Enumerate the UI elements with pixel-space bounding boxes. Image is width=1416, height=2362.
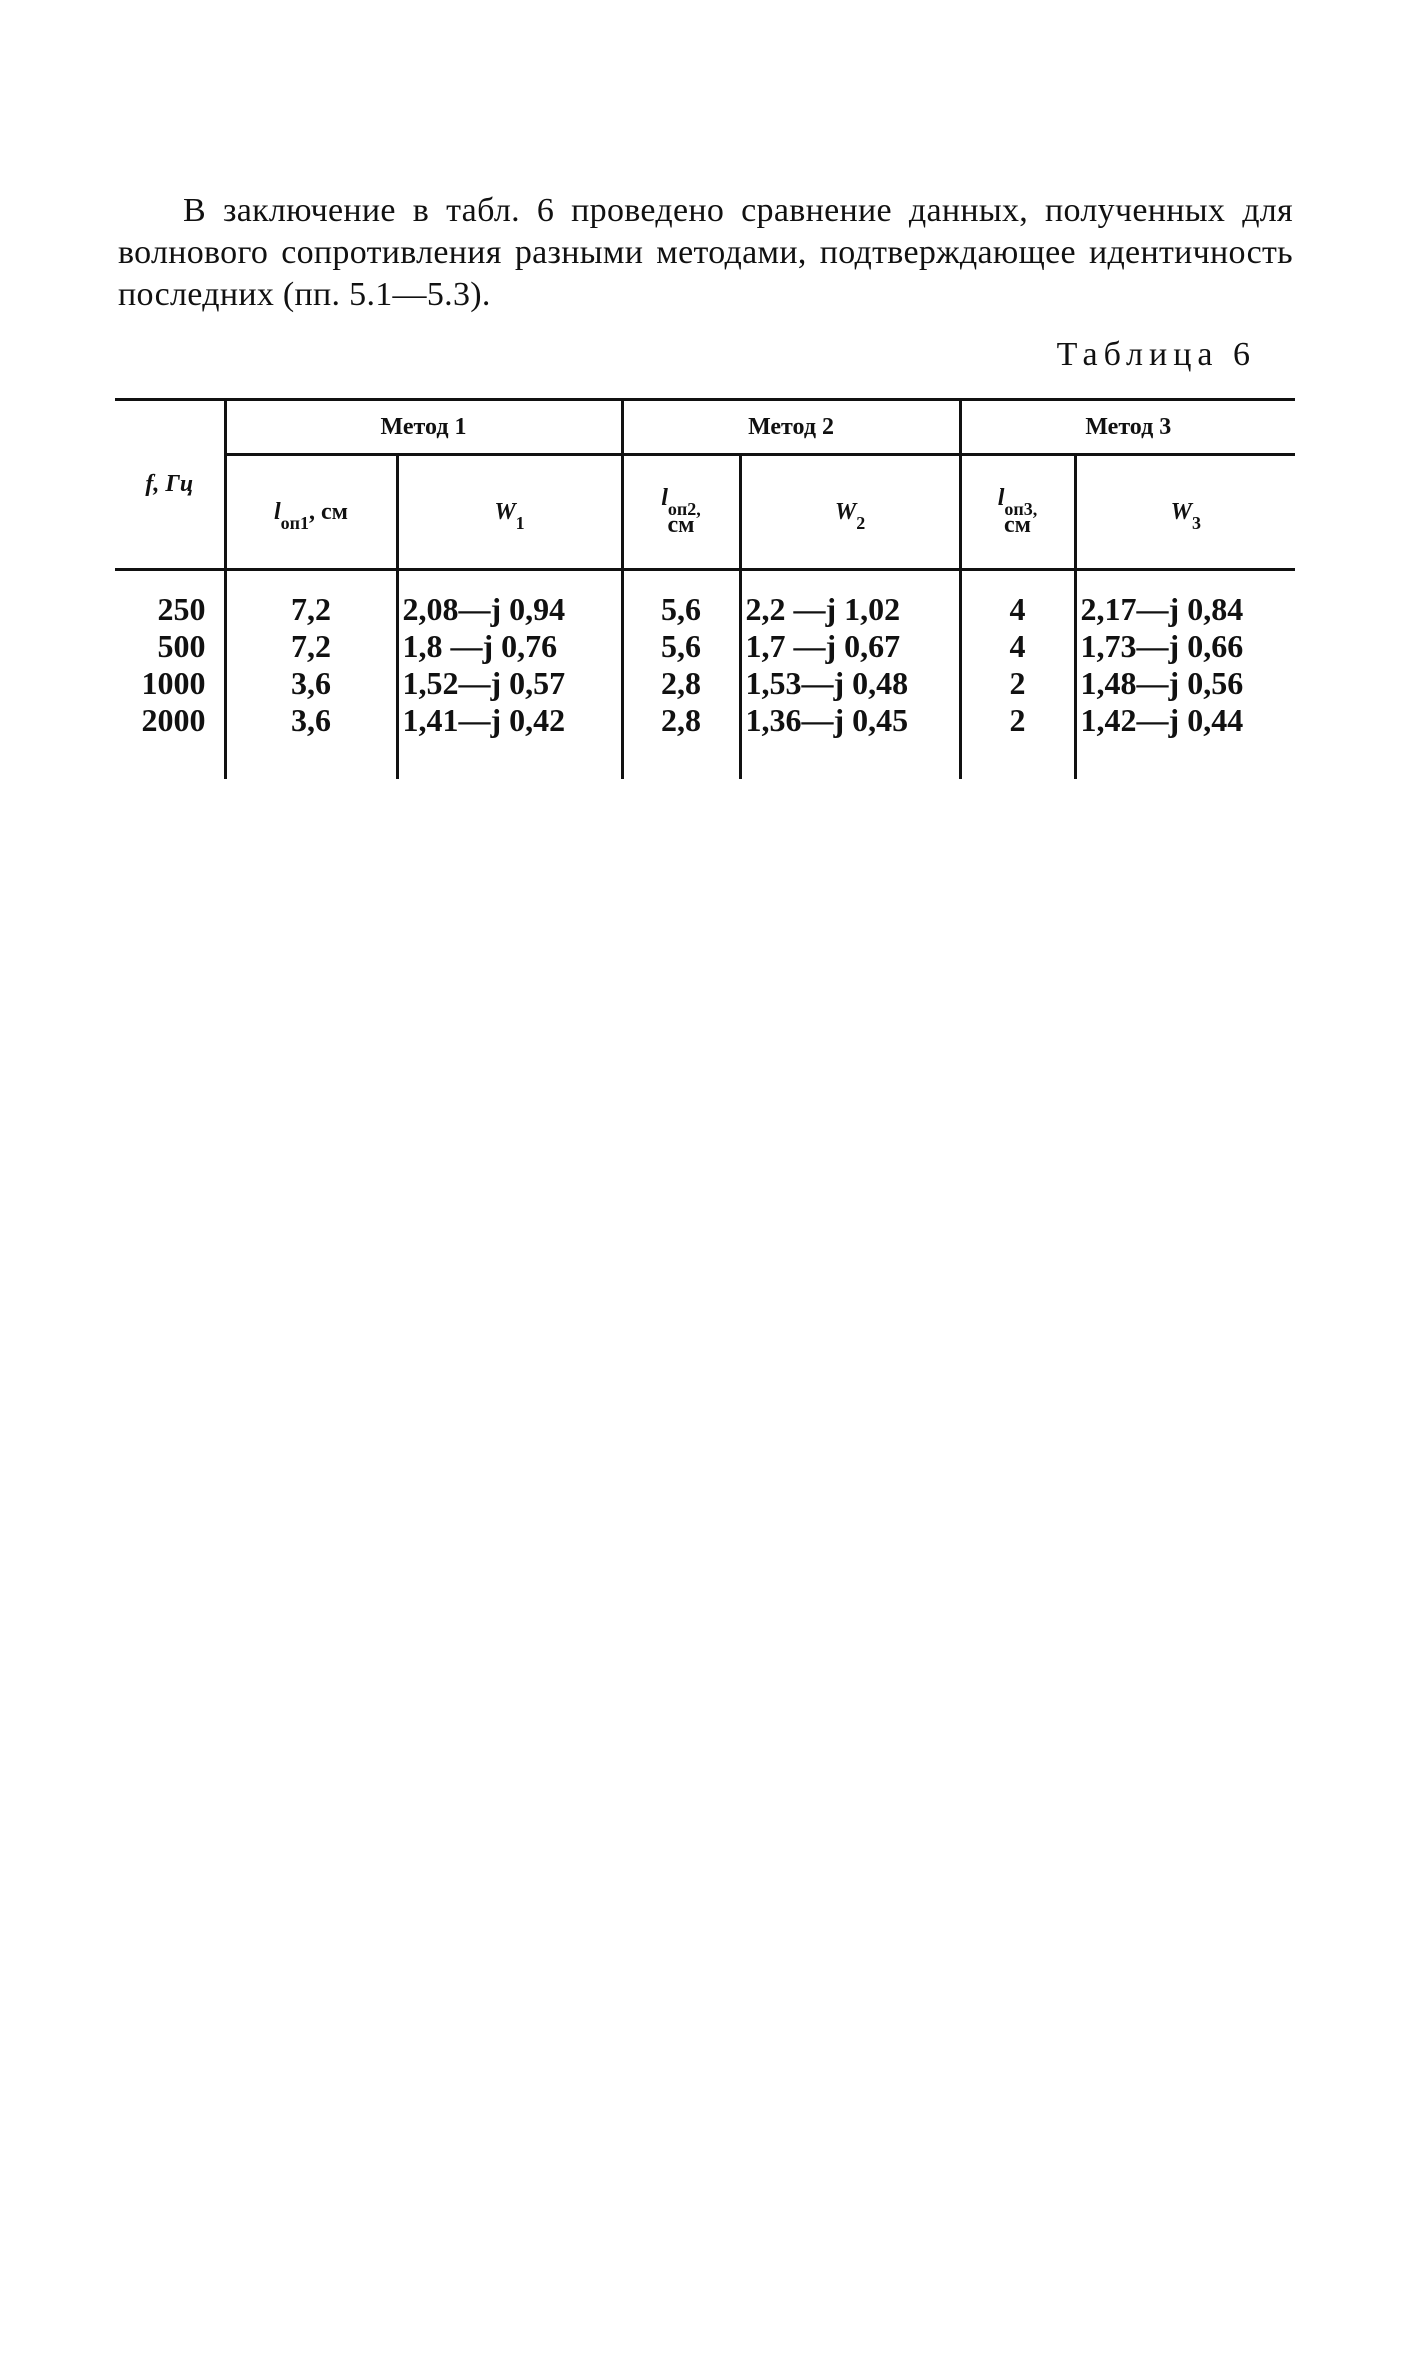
freq-cell: 250 (157, 591, 206, 627)
table-row (115, 702, 1295, 779)
table-row (115, 628, 1295, 665)
method-2-header: Метод 2 (622, 400, 960, 455)
w1-cell: 1,52—j 0,57 (397, 665, 622, 702)
intro-paragraph (118, 190, 1293, 316)
w3-cell: 1,73—j 0,66 (1075, 628, 1295, 665)
freq-cell: 2000 (141, 702, 206, 738)
table-row (115, 665, 1295, 702)
w1-cell: 1,41—j 0,42 (397, 702, 622, 779)
w1-cell: 1,8 —j 0,76 (397, 628, 622, 665)
method-1-header: Метод 1 (225, 400, 622, 455)
l-op3-header: $l_{оп3,}$ см (960, 455, 1075, 570)
w2-cell: 2,2 —j 1,02 (740, 570, 960, 629)
w3-cell: 1,48—j 0,56 (1075, 665, 1295, 702)
w1-header: $W_1$ (397, 455, 622, 570)
freq-cell: 1000 (141, 665, 206, 701)
w2-cell: 1,53—j 0,48 (740, 665, 960, 702)
l2-cell: 5,6 (622, 628, 740, 665)
method-3-header: Метод 3 (960, 400, 1295, 455)
l3-cell: 2 (960, 665, 1075, 702)
w1-cell: 2,08—j 0,94 (397, 570, 622, 629)
l1-cell: 7,2 (225, 570, 397, 629)
intro-text: В заключение в табл. 6 проведено сравнение данных, полученных для волнового сопротивления разными методами, подтверждающее идентичность последних (пп. 5.1—5.3). (118, 192, 1293, 313)
table-row (115, 570, 1295, 629)
w3-cell: 1,42—j 0,44 (1075, 702, 1295, 779)
w3-cell: 2,17—j 0,84 (1075, 570, 1295, 629)
freq-header: f, Гц (115, 400, 225, 570)
l3-cell: 4 (960, 570, 1075, 629)
comparison-table (115, 398, 1295, 779)
l-op1-header: $l_{оп1}$, см (225, 455, 397, 570)
l2-cell: 2,8 (622, 702, 740, 779)
freq-cell: 500 (157, 628, 206, 664)
l2-cell: 5,6 (622, 570, 740, 629)
l-op2-header: $l_{оп2,}$ см (622, 455, 740, 570)
l1-cell: 7,2 (225, 628, 397, 665)
l3-cell: 2 (960, 702, 1075, 779)
w2-cell: 1,36—j 0,45 (740, 702, 960, 779)
l3-cell: 4 (960, 628, 1075, 665)
w2-cell: 1,7 —j 0,67 (740, 628, 960, 665)
l1-cell: 3,6 (225, 702, 397, 779)
l1-cell: 3,6 (225, 665, 397, 702)
w3-header: $W_3$ (1075, 455, 1295, 570)
w2-header: $W_2$ (740, 455, 960, 570)
l2-cell: 2,8 (622, 665, 740, 702)
table-caption: Таблица 6 (1056, 336, 1256, 373)
